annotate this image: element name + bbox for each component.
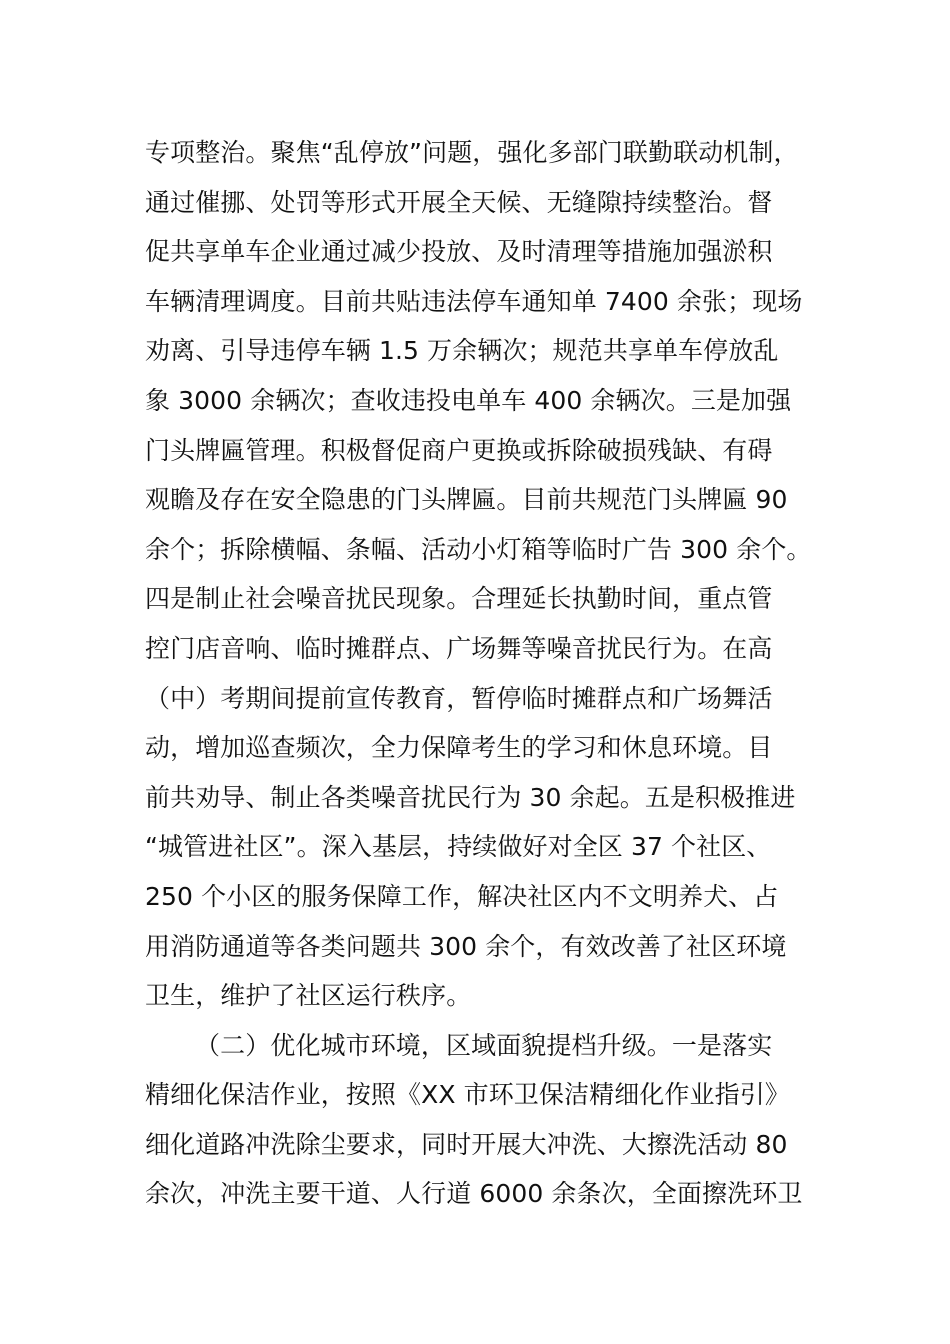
text-line: 余次，冲洗主要干道、人行道 6000 余条次，全面擦洗环卫 [145,1179,803,1209]
section-heading-line: （二）优化城市环境，区域面貌提档升级。一是落实 [195,1030,773,1060]
text-line: 用消防通道等各类问题共 300 余个，有效改善了社区环境 [145,931,787,961]
text-line: 门头牌匾管理。积极督促商户更换或拆除破损残缺、有碍 [145,435,773,465]
text-line: 车辆清理调度。目前共贴违法停车通知单 7400 余张；现场 [145,286,803,316]
text-line: “城管进社区”。深入基层，持续做好对全区 37 个社区、 [145,832,772,862]
body-text [145,128,825,1219]
text-line: 象 3000 余辆次；查收违投电单车 400 余辆次。三是加强 [145,385,792,415]
text-line: 前共劝导、制止各类噪音扰民行为 30 余起。五是积极推进 [145,782,796,812]
text-line: 专项整治。聚焦“乱停放”问题，强化多部门联勤联动机制， [145,138,799,167]
text-line: 细化道路冲洗除尘要求，同时开展大冲洗、大擦洗活动 80 [145,1129,788,1159]
text-line: 四是制止社会噪音扰民现象。合理延长执勤时间，重点管 [145,584,773,614]
text-line: 促共享单车企业通过减少投放、及时清理等措施加强淤积 [145,237,773,267]
text-line: 观瞻及存在安全隐患的门头牌匾。目前共规范门头牌匾 90 [145,485,788,515]
text-line: 控门店音响、临时摊群点、广场舞等噪音扰民行为。在高 [145,633,773,663]
text-line: 动，增加巡查频次，全力保障考生的学习和休息环境。目 [145,733,773,763]
text-line: 余个；拆除横幅、条幅、活动小灯箱等临时广告 300 余个。 [145,534,812,564]
text-line: 精细化保洁作业，按照《XX 市环卫保洁精细化作业指引》 [145,1080,790,1110]
text-line: （中）考期间提前宣传教育，暂停临时摊群点和广场舞活 [145,683,773,713]
text-line: 卫生，维护了社区运行秩序。 [145,981,472,1011]
text-line: 通过催挪、处罚等形式开展全天候、无缝隙持续整治。督 [145,187,773,217]
text-line: 250 个小区的服务保障工作，解决社区内不文明养犬、占 [145,881,779,911]
text-line: 劝离、引导违停车辆 1.5 万余辆次；规范共享单车停放乱 [145,336,779,366]
